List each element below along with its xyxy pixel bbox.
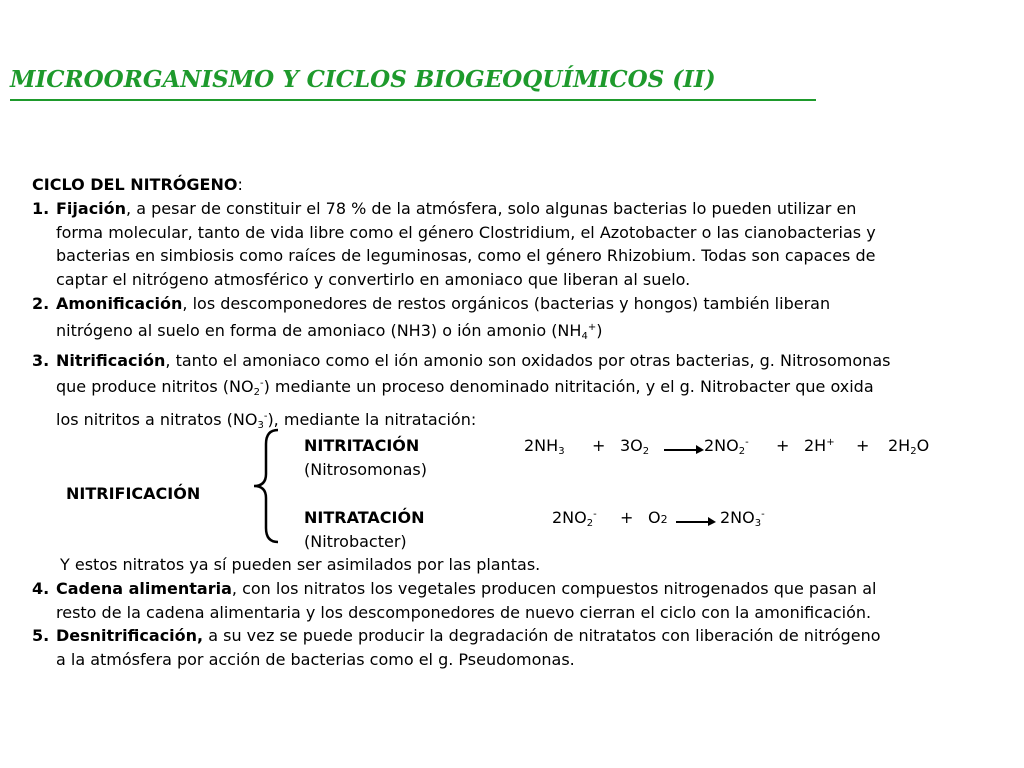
nitratacion-name: NITRATACIÓN (304, 508, 425, 527)
item-1-line-2: forma molecular, tanto de vida libre como el género Clostridium, el Azotobacter o las cianobacterias y (56, 222, 876, 242)
nitrificacion-label: NITRIFICACIÓN (66, 484, 201, 503)
item-3-line-1: 3. Nitrificación, tanto el amoniaco como el ión amonio son oxidados por otras bacterias, g. Nitrosomonas (32, 350, 891, 370)
item-3-line-3: los nitritos a nitratos $(NO_3^-)$, mediante la nitratación: (56, 410, 477, 432)
nitritacion-product-3: $2H_2O$ (888, 436, 930, 457)
slide-title: MICROORGANISMO Y CICLOS BIOGEOQUÍMICOS (II) (10, 66, 716, 93)
nitritacion-plus-3: + (856, 436, 870, 455)
item-1-term: Fijación (56, 198, 127, 218)
item-2-term: Amonificación (56, 293, 183, 313)
item-3-term: Nitrificación (56, 350, 166, 370)
nitratacion-plus-1: + (620, 508, 634, 527)
curly-brace (252, 428, 282, 544)
nitritacion-product-2: 2H+ (804, 436, 835, 455)
item-5-line-2: a la atmósfera por acción de bacterias como el g. Pseudomonas. (56, 650, 575, 670)
nitratacion-reactant-2: O2 (648, 508, 668, 527)
item-5-line-1: 5. Desnitrificación, a su vez se puede producir la degradación de nitratatos con liberación de nitrógeno (32, 626, 881, 646)
nitritacion-reactant-1: $2NH_3$ (524, 436, 565, 457)
item-1-line-1: 1. Fijación, a pesar de constituir el 78 % de la atmósfera, solo algunas bacterias lo pueden utilizar en (32, 198, 857, 218)
item-2-line-2: nitrógeno al suelo en forma de amoniaco (NH3) o ión amonio $(NH_4^+)$ (56, 320, 603, 342)
conclusion-line: Y estos nitratos ya sí pueden ser asimilados por las plantas. (60, 555, 541, 574)
nitratacion-reactant-1: $2NO_2^-$ (552, 508, 597, 529)
nitritacion-plus-2: + (776, 436, 790, 455)
item-4-line-1: 4. Cadena alimentaria, con los nitratos los vegetales producen compuestos nitrogenados que pasan al (32, 578, 877, 598)
reaction-arrow-1 (664, 440, 704, 454)
nitratacion-product-1: $2NO_3^-$ (720, 508, 765, 529)
nitritacion-product-1: $2NO_2^-$ (704, 436, 749, 457)
nitratacion-organism: (Nitrobacter) (304, 532, 407, 551)
nitritacion-plus-1: + (592, 436, 606, 455)
item-4-term: Cadena alimentaria (56, 578, 232, 598)
nitrogen-cycle-text (32, 173, 1007, 438)
item-3-line-2: que produce nitritos $(NO_2^-)$ mediante un proceso denominado nitritación, y el g. Nitrobacter que oxida (56, 377, 874, 399)
item-1-line-4: captar el nitrógeno atmosférico y convertirlo en amoniaco que liberan al suelo. (56, 270, 691, 290)
reaction-arrow-2 (676, 512, 716, 526)
nitritacion-name: NITRITACIÓN (304, 436, 420, 455)
nitrogen-cycle-text-continued (32, 553, 1007, 672)
nitritacion-organism: (Nitrosomonas) (304, 460, 427, 479)
item-4-line-2: resto de la cadena alimentaria y los descomponedores de nuevo cierran el ciclo con la amonificación. (56, 602, 872, 622)
title-underline (10, 99, 816, 101)
item-5-term: Desnitrificación, (56, 626, 204, 646)
nitritacion-reactant-2: $3O_2$ (620, 436, 650, 457)
item-2-line-1: 2. Amonificación, los descomponedores de restos orgánicos (bacterias y hongos) también liberan (32, 293, 831, 313)
item-1-line-3: bacterias en simbiosis como raíces de leguminosas, como el género Rhizobium. Todas son capaces de (56, 246, 876, 266)
section-heading: CICLO DEL NITRÓGENO: (32, 175, 243, 194)
